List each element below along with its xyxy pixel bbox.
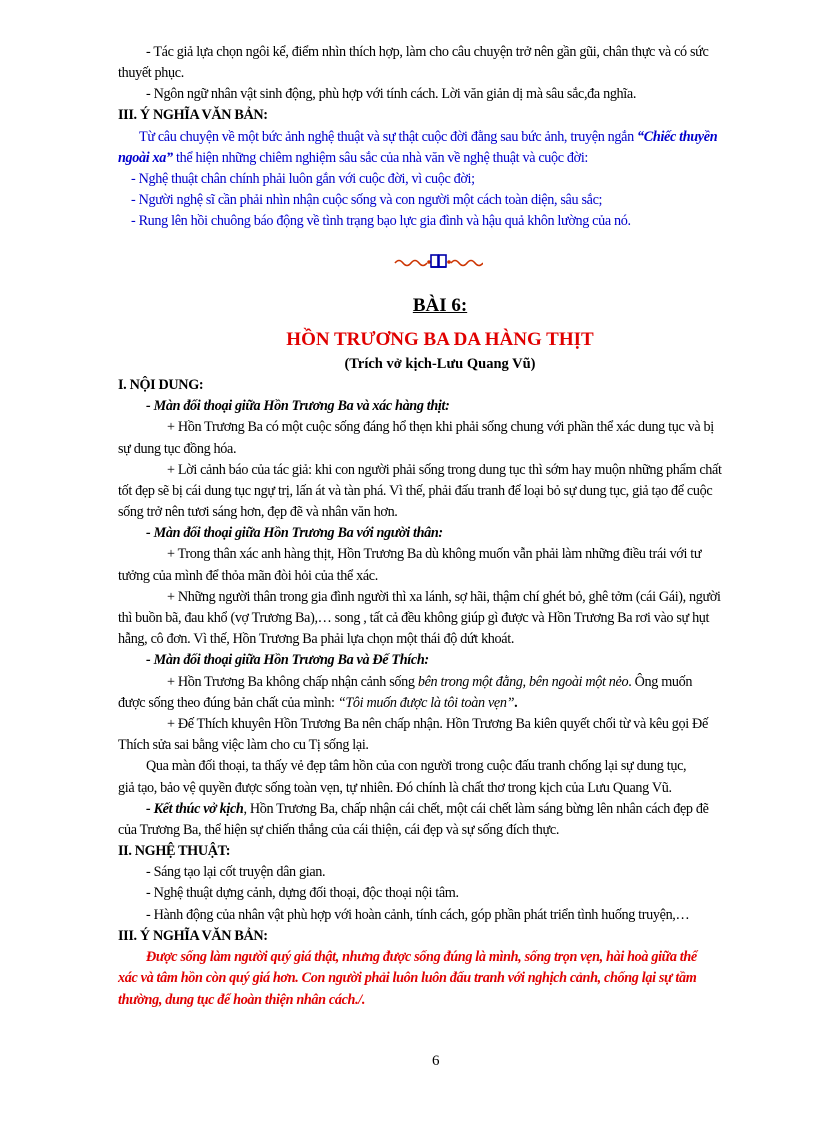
- section-heading: II. NGHỆ THUẬT:: [118, 843, 231, 859]
- section-heading: III. Ý NGHĨA VĂN BẢN:: [118, 107, 268, 123]
- lesson-number: BÀI 6:: [412, 295, 468, 316]
- text-span: thể hiện những chiêm nghiệm sâu sắc của nhà văn về nghệ thuật và cuộc đời:: [172, 150, 589, 166]
- paragraph-line: - Ngôn ngữ nhân vật sinh động, phù hợp với tính cách. Lời văn giản dị mà sâu sắc,đa nghĩa.: [146, 86, 637, 102]
- paragraph-line: giả tạo, bảo vệ quyền được sống toàn vẹn, tự nhiên. Đó chính là chất thơ trong kịch của Lưu Quang Vũ.: [118, 780, 672, 796]
- paragraph-line: [167, 673, 692, 691]
- meaning-line: [139, 128, 717, 146]
- meaning-line: thường, dung tục để hoàn thiện nhân cách./.: [118, 992, 366, 1008]
- emphasis-phrase: - Kết thúc vở kịch: [146, 801, 244, 817]
- paragraph-line: - Tác giả lựa chọn ngôi kể, điểm nhìn thích hợp, làm cho câu chuyện trở nên gần gũi, chân thực và có sức: [146, 44, 709, 60]
- paragraph-line: - Sáng tạo lại cốt truyện dân gian.: [146, 864, 326, 880]
- lesson-subtitle: (Trích vở kịch-Lưu Quang Vũ): [344, 356, 536, 372]
- paragraph-line: Thích sửa sai bằng việc làm cho cu Tị sống lại.: [118, 737, 369, 753]
- paragraph-line: sự dung tục đồng hóa.: [118, 441, 237, 457]
- text-span: được sống theo đúng bản chất của mình:: [118, 695, 338, 711]
- meaning-line: - Nghệ thuật chân chính phải luôn gắn với cuộc đời, vì cuộc đời;: [131, 171, 475, 187]
- paragraph-line: tốt đẹp sẽ bị cái dung tục ngự trị, lấn át và tàn phá. Vì thế, phải đấu tranh để loại bỏ sự dung tục, giả tạo để cuộc: [118, 483, 713, 499]
- meaning-line: [118, 149, 588, 167]
- paragraph-line: - Hành động của nhân vật phù hợp với hoàn cảnh, tính cách, góp phần phát triển tình huống truyện,…: [146, 907, 690, 923]
- paragraph-line: + Đế Thích khuyên Hồn Trương Ba nên chấp nhận. Hồn Trương Ba kiên quyết chối từ và kêu gọi Đế: [167, 716, 708, 732]
- subsection-heading: - Màn đối thoại giữa Hồn Trương Ba và Đế Thích:: [146, 652, 429, 668]
- meaning-line: Được sống làm người quý giá thật, nhưng được sống đúng là mình, sống trọn vẹn, hài hoà giữa thể: [146, 949, 697, 965]
- ornament-divider-icon: [393, 252, 483, 270]
- section-heading: III. Ý NGHĨA VĂN BẢN:: [118, 928, 268, 944]
- section-heading: I. NỘI DUNG:: [118, 377, 204, 393]
- paragraph-line: thì buồn bã, đau khổ (vợ Trương Ba),… song , tất cả đều không giúp gì được và Hồn Trương Ba rơi vào sự hụt: [118, 610, 710, 626]
- subsection-heading: - Màn đối thoại giữa Hồn Trương Ba với người thân:: [146, 525, 443, 541]
- meaning-line: - Người nghệ sĩ cần phải nhìn nhận cuộc sống và con người một cách toàn diện, sâu sắc;: [131, 192, 603, 208]
- paragraph-line: + Lời cảnh báo của tác giả: khi con người phải sống trong dung tục thì sớm hay muộn những phẩm chất: [167, 462, 722, 478]
- subsection-heading: - Màn đối thoại giữa Hồn Trương Ba và xác hàng thịt:: [146, 398, 450, 414]
- italic-quote: “Tôi muốn được là tôi toàn vẹn”: [337, 695, 515, 711]
- text-span: + Hồn Trương Ba không chấp nhận cảnh sống: [167, 674, 418, 690]
- lesson-title: HỒN TRƯƠNG BA DA HÀNG THỊT: [286, 329, 594, 350]
- paragraph-line: [146, 800, 709, 818]
- paragraph-line: + Hồn Trương Ba có một cuộc sống đáng hổ thẹn khi phải sống chung với phần thể xác dung tục và bị: [167, 419, 714, 435]
- text-span: Từ câu chuyện về một bức ảnh nghệ thuật và sự thật cuộc đời đằng sau bức ảnh, truyện ngắn: [139, 129, 638, 145]
- paragraph-line: thuyết phục.: [118, 65, 184, 81]
- paragraph-line: của Trương Ba, thể hiện sự chiến thắng của cái thiện, cái đẹp và sự sống đích thực.: [118, 822, 560, 838]
- meaning-line: xác và tâm hồn còn quý giá hơn. Con người phải luôn luôn đấu tranh với nghịch cảnh, chống lại sự tầm: [118, 970, 697, 986]
- paragraph-line: Qua màn đối thoại, ta thấy vẻ đẹp tâm hồn của con người trong cuộc đấu tranh chống lại sự dung tục,: [146, 758, 687, 774]
- quoted-title: “Chiếc thuyền: [637, 129, 718, 145]
- page-number: 6: [432, 1053, 440, 1069]
- paragraph-line: tưởng của mình để thỏa mãn đòi hỏi của thể xác.: [118, 568, 378, 584]
- quoted-title: ngoài xa”: [118, 150, 173, 166]
- paragraph-line: - Nghệ thuật dựng cảnh, dựng đối thoại, độc thoại nội tâm.: [146, 885, 459, 901]
- paragraph-line: sống trở nên tươi sáng hơn, đẹp đẽ và nhân văn hơn.: [118, 504, 398, 520]
- meaning-line: - Rung lên hồi chuông báo động về tình trạng bạo lực gia đình và hậu quả khôn lường của nó.: [131, 213, 631, 229]
- paragraph-line: + Trong thân xác anh hàng thịt, Hồn Trương Ba dù không muốn vẫn phải làm những điều trái với tư: [167, 546, 702, 562]
- paragraph-line: hẫng, cô đơn. Vì thế, Hồn Trương Ba phải lựa chọn một thái độ dứt khoát.: [118, 631, 515, 647]
- text-span: , Hồn Trương Ba, chấp nhận cái chết, một cái chết làm sáng bừng lên nhân cách đẹp đẽ: [243, 801, 709, 817]
- text-span: .: [514, 695, 518, 711]
- text-span: . Ông muốn: [628, 674, 693, 690]
- paragraph-line: [118, 694, 517, 712]
- paragraph-line: + Những người thân trong gia đình người thì xa lánh, sợ hãi, thậm chí ghét bỏ, ghê tởm (cái Gái), người: [167, 589, 721, 605]
- italic-phrase: bên trong một đằng, bên ngoài một nẻo: [417, 674, 629, 690]
